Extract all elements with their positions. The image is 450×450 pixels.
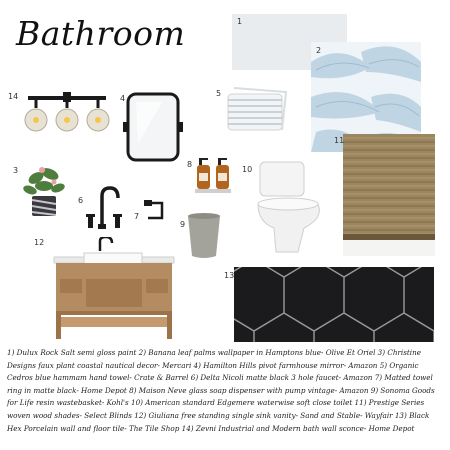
item-number-1: 1 <box>237 17 243 26</box>
wastebasket-image <box>186 212 222 260</box>
toilet-image <box>254 160 330 258</box>
item-number-5: 5 <box>216 89 222 98</box>
wall-sconce-image <box>22 92 112 134</box>
item-number-12: 12 <box>34 238 45 247</box>
faucet-image <box>86 186 124 230</box>
item-number-6: 6 <box>78 196 84 205</box>
hand-towel-image <box>224 84 290 136</box>
hex-tile-image <box>234 267 434 342</box>
item-number-14: 14 <box>8 92 19 101</box>
item-number-11: 11 <box>334 136 345 145</box>
item-number-9: 9 <box>180 220 186 229</box>
item-number-2: 2 <box>316 46 322 55</box>
vanity-image <box>46 237 180 341</box>
item-number-13: 13 <box>224 271 235 280</box>
towel-ring-image <box>142 198 168 222</box>
pivot-mirror-image <box>122 92 184 162</box>
faux-plant-image <box>22 160 66 218</box>
item-number-3: 3 <box>13 166 19 175</box>
woven-shade-image <box>343 134 435 256</box>
item-number-4: 4 <box>120 94 126 103</box>
item-number-10: 10 <box>242 165 253 174</box>
item-number-8: 8 <box>187 160 193 169</box>
soap-dispenser-image <box>195 153 231 195</box>
product-list-caption: 1) Dulux Rock Salt semi gloss paint 2) Banana leaf palms wallpaper in Hamptons blue- Olive Et Oriel 3) Christine Designs faux plant coastal nautical decor- Mercari 4) Hamilton Hills pivot farmhouse mirror- Amazon 5) Organic Cedros blue hammam hand towel- Crate & Barrel 6) Delta Nicoli matte black 3 hole faucet- Amazon 7) Matted towel ring in matte black- Home Depot 8) Maison Neve glass soap dispenser with pump vintage- Amazon 9) Sonoma Goods for Life resin wastebasket- Kohl's 10) American standard Edgemere waterwise soft close toilet 11) Prestige Series woven wood shades- Select Blinds 12) Giuliana free standing single sink vanity- Sand and Stable- Wayfair 13) Black Hex Porcelain wall and floor tile- The Tile Shop 14) Zevni Industrial and Modern bath wall sconce- Home Depot <box>7 348 435 433</box>
item-number-7: 7 <box>134 212 140 221</box>
board-title: Bathroom <box>16 14 186 53</box>
